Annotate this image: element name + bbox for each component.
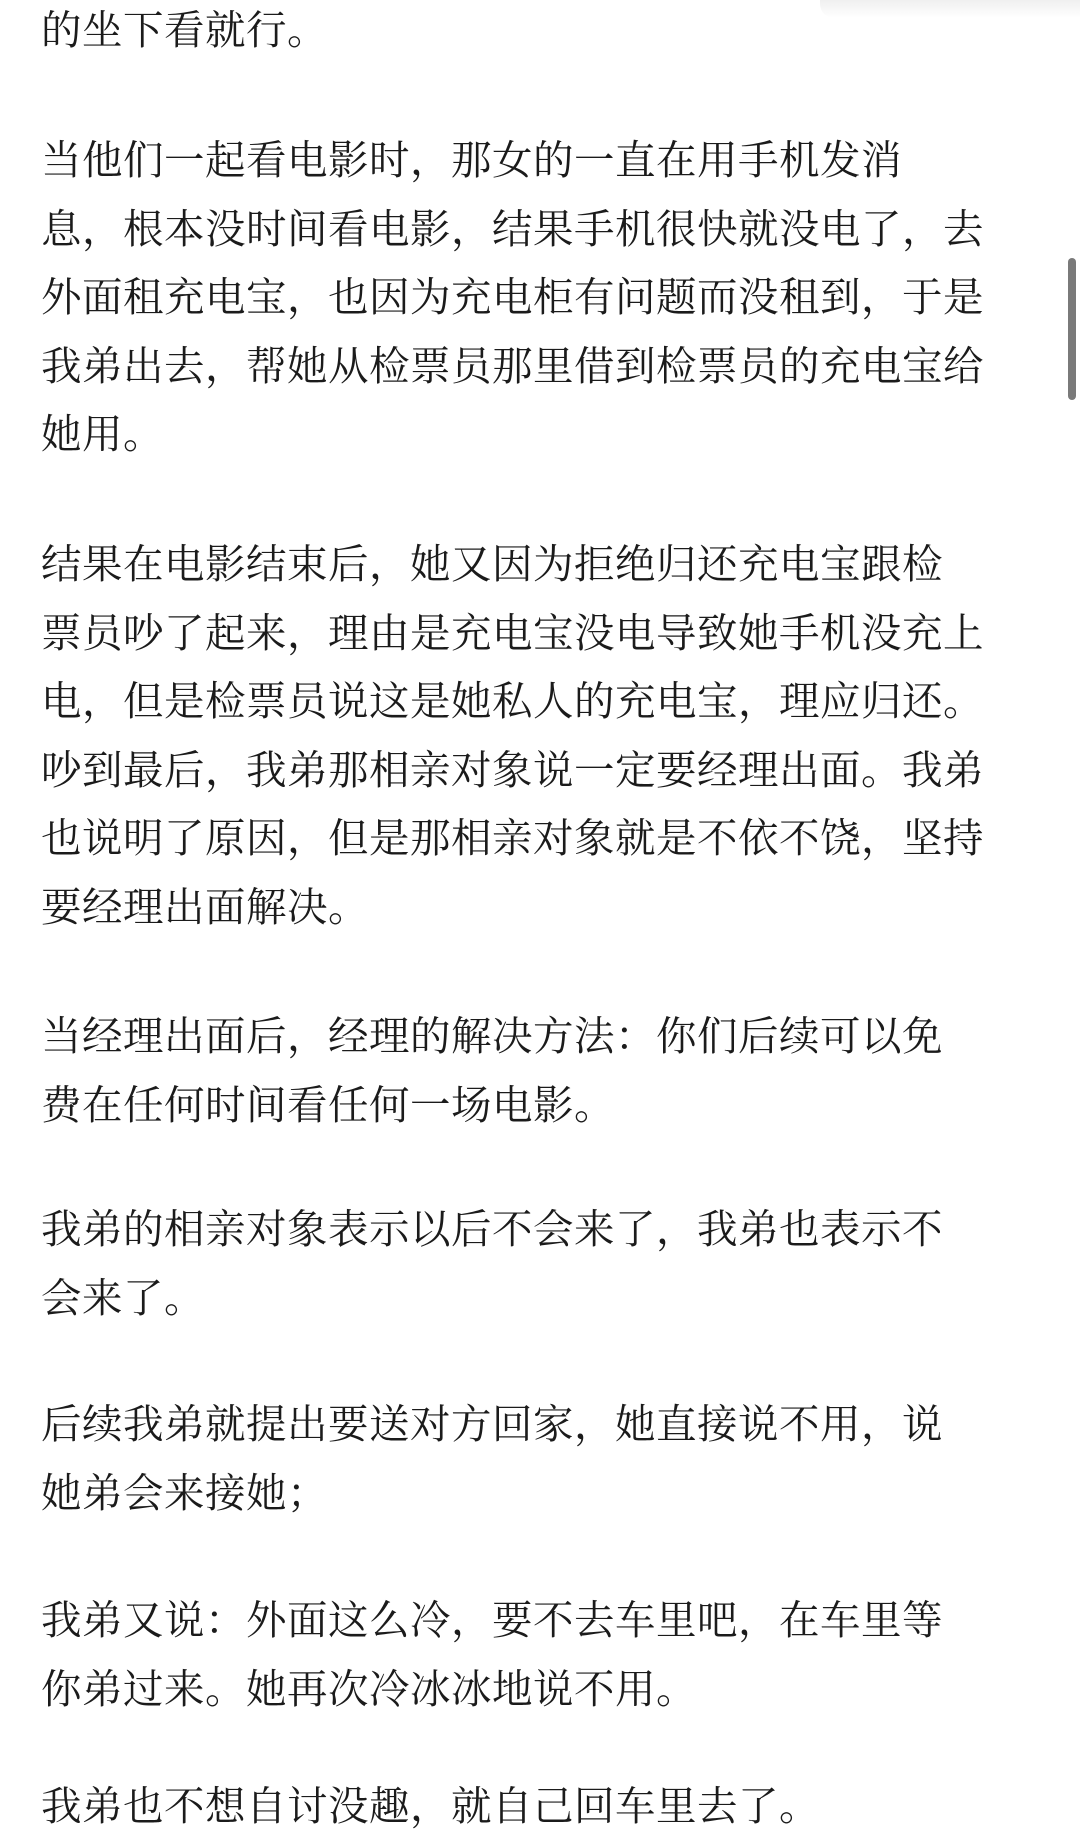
- text-line: 当他们一起看电影时，那女的一直在用手机发消: [41, 136, 902, 184]
- paragraph-2: [41, 530, 1041, 941]
- paragraph-0: [41, 0, 1041, 65]
- paragraph-4: [41, 1195, 1041, 1332]
- paragraph-7-partial: 我弟也不想自讨没趣，就自己回车里去了。: [41, 1782, 820, 1830]
- text-line: 外面租充电宝，也因为充电柜有问题而没租到，于是: [41, 273, 984, 321]
- text-line: 后续我弟就提出要送对方回家，她直接说不用，说: [41, 1400, 943, 1448]
- paragraph-3: [41, 1002, 1041, 1139]
- text-line: 电，但是检票员说这是她私人的充电宝，理应归还。: [41, 677, 984, 725]
- text-line: 吵到最后，我弟那相亲对象说一定要经理出面。我弟: [41, 745, 984, 794]
- paragraph-6: [41, 1586, 1041, 1723]
- scrollbar-thumb[interactable]: [1068, 258, 1076, 400]
- paragraph-5: [41, 1390, 1041, 1527]
- text-line: 我弟又说：外面这么冷，要不去车里吧，在车里等: [41, 1596, 943, 1644]
- text-line: 结果在电影结束后，她又因为拒绝归还充电宝跟检: [41, 540, 943, 588]
- text-line: 也说明了原因，但是那相亲对象就是不依不饶，坚持: [41, 814, 984, 862]
- paragraph-1: [41, 126, 1041, 469]
- text-line: 会来了。: [41, 1273, 205, 1322]
- text-line: 要经理出面解决。: [41, 882, 369, 931]
- text-line: 当经理出面后，经理的解决方法：你们后续可以免: [41, 1012, 943, 1060]
- text-line: 的坐下看就行。: [41, 6, 328, 54]
- text-line: 你弟过来。她再次冷冰冰地说不用。: [41, 1664, 697, 1713]
- text-line: 息，根本没时间看电影，结果手机很快就没电了，去: [41, 204, 984, 253]
- text-line: 我弟出去，帮她从检票员那里借到检票员的充电宝给: [41, 341, 984, 390]
- text-line: 她弟会来接她；: [41, 1468, 328, 1517]
- text-line: 费在任何时间看任何一场电影。: [41, 1080, 615, 1129]
- text-line: 票员吵了起来，理由是充电宝没电导致她手机没充上: [41, 608, 984, 657]
- text-line: 我弟的相亲对象表示以后不会来了，我弟也表示不: [41, 1205, 943, 1253]
- text-line: 她用。: [41, 410, 164, 458]
